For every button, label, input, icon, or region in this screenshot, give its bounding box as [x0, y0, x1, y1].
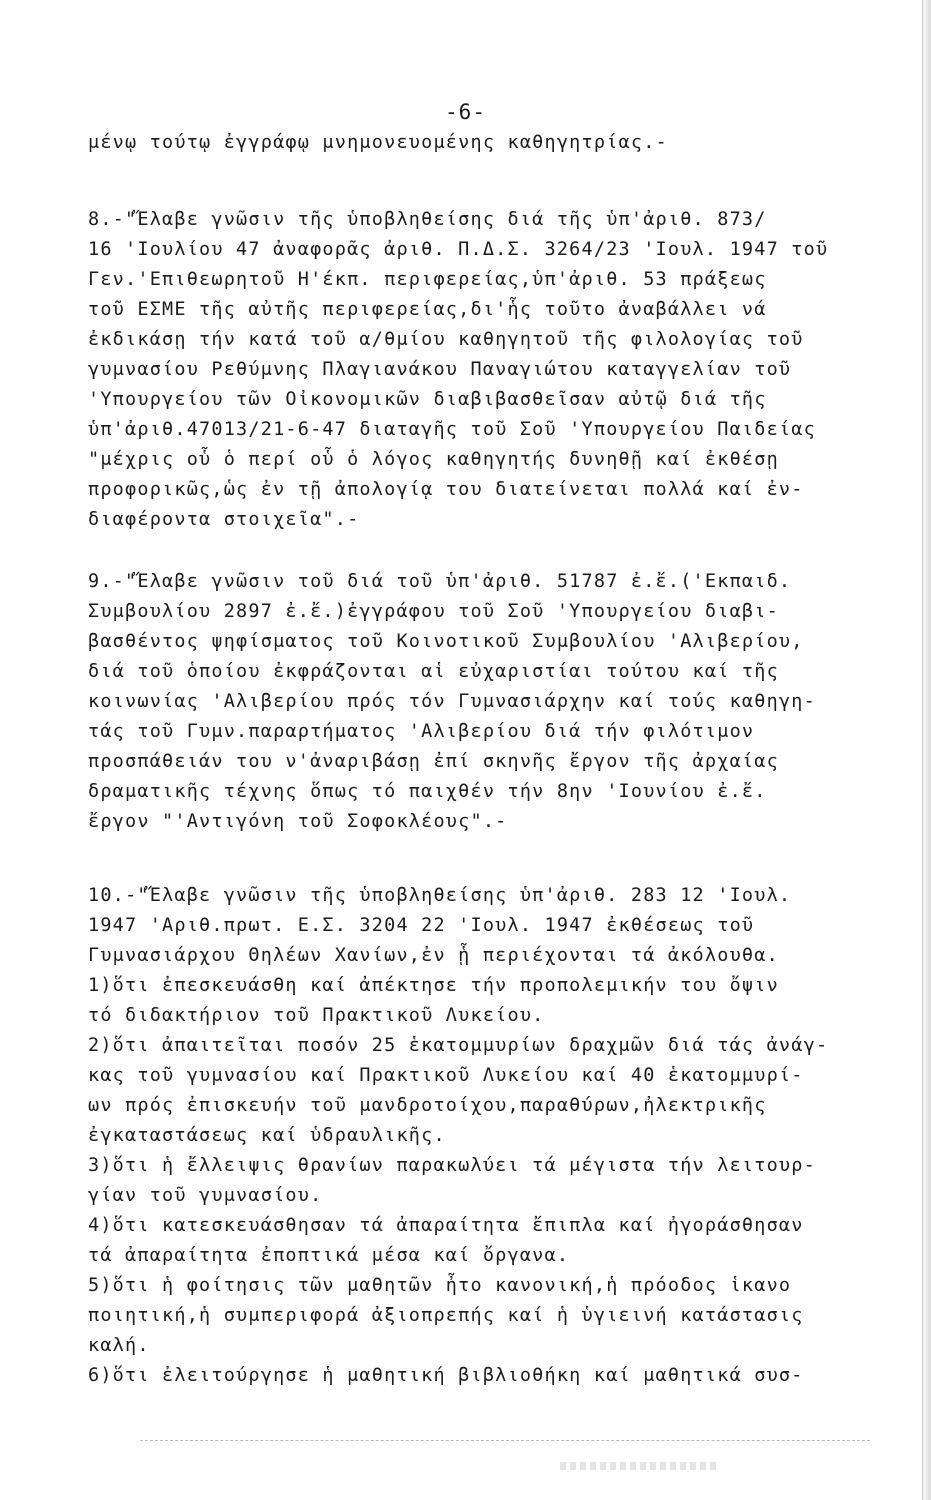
- text-line: ἐκδικάσῃ τήν κατά τοῦ α/θμίου καθηγητοῦ τῆς φιλολογίας τοῦ: [88, 329, 804, 350]
- scan-edge-line: [922, 0, 923, 1500]
- text-line: προσπάθειάν του ν'ἀναριβάσῃ ἐπί σκηνῆς ἔργον τῆς ἀρχαίας: [88, 751, 779, 772]
- text-line: κας τοῦ γυμνασίου καί Πρακτικοῦ Λυκείου καί 40 ἑκατομμυρί-: [88, 1065, 804, 1086]
- text-line: βασθέντος ψηφίσματος τοῦ Κοινοτικοῦ Συμβουλίου 'Αλιβερίου,: [88, 631, 804, 652]
- scan-edge: [919, 0, 931, 1500]
- text-line: 'Υπουργείου τῶν Οἰκονομικῶν διαβιβασθεῖσαν αὐτῷ διά τῆς: [88, 389, 767, 410]
- text-line: Συμβουλίου 2897 ἐ.ἔ.)ἐγγράφου τοῦ Σοῦ 'Υπουργείου διαβι-: [88, 601, 779, 622]
- text-line: 3)ὅτι ἡ ἔλλειψις θρανίων παρακωλύει τά μέγιστα τήν λειτουρ-: [88, 1155, 816, 1176]
- text-line: 6)ὅτι ἐλειτούργησε ἡ μαθητική βιβλιοθήκη καί μαθητικά συσ-: [88, 1365, 804, 1386]
- text-line: 9.-"Ἔλαβε γνῶσιν τοῦ διά τοῦ ὑπ'ἀριθ. 51787 ἐ.ἔ.('Εκπαιδ.: [88, 571, 792, 592]
- text-line: προφορικῶς,ὡς ἐν τῇ ἀπολογίᾳ του διατείνεται πολλά καί ἐν-: [88, 479, 804, 500]
- text-line: διά τοῦ ὁποίου ἐκφράζονται αἱ εὐχαριστίαι τούτου καί τῆς: [88, 661, 779, 682]
- text-line: γυμνασίου Ρεθύμνης Πλαγιανάκου Παναγιώτου καταγγελίαν τοῦ: [88, 359, 792, 380]
- text-line: ων πρός ἐπισκευήν τοῦ μανδροτοίχου,παραθύρων,ἠλεκτρικῆς: [88, 1095, 767, 1116]
- text-line: 2)ὅτι ἀπαιτεῖται ποσόν 25 ἑκατομμυρίων δραχμῶν διά τάς ἀνάγ-: [88, 1035, 829, 1056]
- text-line: δραματικῆς τέχνης ὅπως τό παιχθέν τήν 8ην 'Ιουνίου ἐ.ἔ.: [88, 781, 767, 802]
- text-line: 1947 'Αριθ.πρωτ. Ε.Σ. 3204 22 'Ιουλ. 1947 ἐκθέσεως τοῦ: [88, 915, 755, 936]
- scan-smudge: [140, 1440, 870, 1442]
- text-line: μένῳ τούτῳ ἐγγράφῳ μνημονευομένης καθηγητρίας.-: [88, 132, 668, 153]
- text-line: "μέχρις οὗ ὁ περί οὗ ὁ λόγος καθηγητής δυνηθῇ καί ἐκθέσῃ: [88, 449, 779, 470]
- text-line: τά ἀπαραίτητα ἐποπτικά μέσα καί ὄργανα.: [88, 1245, 570, 1266]
- text-line: 10.-"Ἔλαβε γνῶσιν τῆς ὑποβληθείσης ὑπ'ἀριθ. 283 12 'Ιουλ.: [88, 885, 792, 906]
- text-line: 5)ὅτι ἡ φοίτησις τῶν μαθητῶν ἦτο κανονική,ἡ πρόοδος ἱκανο: [88, 1275, 792, 1296]
- text-line: ποιητική,ἡ συμπεριφορά ἀξιοπρεπής καί ἡ ὑγιεινή κατάστασις: [88, 1305, 804, 1326]
- text-line: γίαν τοῦ γυμνασίου.: [88, 1185, 323, 1206]
- text-line: 4)ὅτι κατεσκευάσθησαν τά ἀπαραίτητα ἔπιπλα καί ἠγοράσθησαν: [88, 1215, 804, 1236]
- text-line: κοινωνίας 'Αλιβερίου πρός τόν Γυμνασιάρχην καί τούς καθηγη-: [88, 691, 816, 712]
- text-line: τό διδακτήριον τοῦ Πρακτικοῦ Λυκείου.: [88, 1005, 545, 1026]
- text-line: Γεν.'Επιθεωρητοῦ Η'έκπ. περιφερείας,ὑπ'ἀριθ. 53 πράξεως: [88, 269, 767, 290]
- text-line: τοῦ ΕΣΜΕ τῆς αὐτῆς περιφερείας,δι'ἧς τοῦτο ἀναβάλλει νά: [88, 299, 767, 320]
- text-line: ὑπ'ἀριθ.47013/21-6-47 διαταγῆς τοῦ Σοῦ 'Υπουργείου Παιδείας: [88, 419, 816, 440]
- text-line: Γυμνασιάρχου Θηλέων Χανίων,ἐν ᾗ περιέχονται τά ἀκόλουθα.: [88, 945, 779, 966]
- text-line: τάς τοῦ Γυμν.παραρτήματος 'Αλιβερίου διά τήν φιλότιμον: [88, 721, 755, 742]
- text-line: ἔργον "'Αντιγόνη τοῦ Σοφοκλέους".-: [88, 811, 508, 832]
- page-number: -6-: [445, 100, 486, 124]
- scan-stamp-mark: [560, 1462, 720, 1470]
- text-line: καλή.: [88, 1335, 150, 1356]
- text-line: 16 'Ιουλίου 47 ἀναφορᾶς ἀριθ. Π.Δ.Σ. 3264/23 'Ιουλ. 1947 τοῦ: [88, 239, 829, 260]
- text-line: 1)ὅτι ἐπεσκευάσθη καί ἀπέκτησε τήν προπολεμικήν του ὄψιν: [88, 975, 779, 996]
- text-line: διαφέροντα στοιχεῖα".-: [88, 509, 360, 530]
- text-line: ἐγκαταστάσεως καί ὑδραυλικῆς.: [88, 1125, 446, 1146]
- text-line: 8.-"Ἔλαβε γνῶσιν τῆς ὑποβληθείσης διά τῆς ὑπ'ἀριθ. 873/: [88, 209, 767, 230]
